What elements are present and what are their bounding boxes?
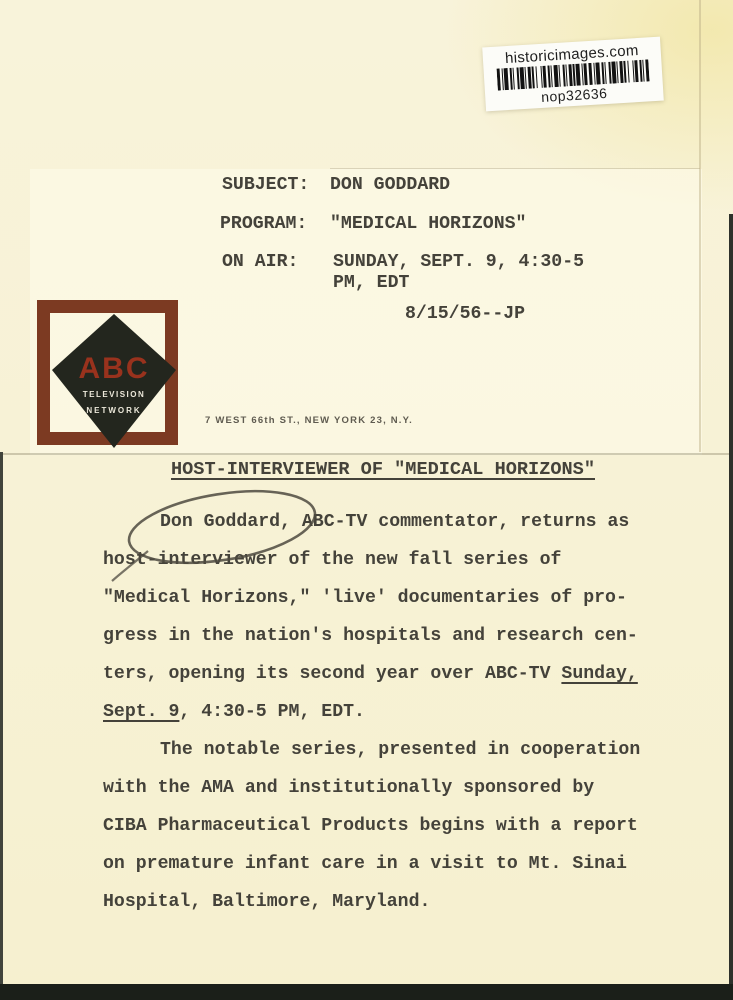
scan-edge-right xyxy=(729,214,733,1000)
sticker-site-label: historicimages.com xyxy=(504,41,640,67)
paper-edge-shadow xyxy=(0,453,733,455)
onair-label: ON AIR: xyxy=(222,252,299,272)
body-line: CIBA Pharmaceutical Products begins with a report xyxy=(103,816,638,836)
program-value: "MEDICAL HORIZONS" xyxy=(330,214,527,234)
body-line: host-interviewer of the new fall series of xyxy=(103,550,562,570)
body-line: with the AMA and institutionally sponsored by xyxy=(103,778,595,798)
body-line: The notable series, presented in cooperation xyxy=(160,740,641,760)
abc-television-network-logo xyxy=(37,300,178,450)
subject-value: DON GODDARD xyxy=(330,175,451,195)
paper-edge-line xyxy=(330,168,700,169)
body-line: on premature infant care in a visit to Mt. Sinai xyxy=(103,854,627,874)
logo-network-text: NETWORK xyxy=(86,406,142,415)
sticker-code-label: nop32636 xyxy=(540,84,608,105)
onair-value-line1: SUNDAY, SEPT. 9, 4:30-5 xyxy=(333,252,585,272)
onair-value-line2: PM, EDT xyxy=(333,273,410,293)
scan-edge-bottom xyxy=(0,984,733,1000)
logo-abc-text: ABC xyxy=(78,352,150,385)
program-label: PROGRAM: xyxy=(220,214,308,234)
network-address: 7 WEST 66th ST., NEW YORK 23, N.Y. xyxy=(205,415,413,426)
headline-row xyxy=(103,459,663,480)
barcode-sticker xyxy=(482,37,664,112)
dateline: 8/15/56--JP xyxy=(405,304,526,324)
logo-television-text: TELEVISION xyxy=(82,390,146,399)
body-line: Hospital, Baltimore, Maryland. xyxy=(103,892,431,912)
subject-label: SUBJECT: xyxy=(222,175,310,195)
body-line: ters, opening its second year over ABC-TV Sunday, xyxy=(103,664,638,684)
paper-crease xyxy=(699,0,701,452)
scan-edge-left xyxy=(0,452,3,1000)
underlined-sept-9: Sept. 9 xyxy=(103,702,180,722)
underlined-sunday: Sunday, xyxy=(561,664,638,684)
body-line: Sept. 9, 4:30-5 PM, EDT. xyxy=(103,702,365,722)
release-body xyxy=(103,503,688,921)
body-line: "Medical Horizons," 'live' documentaries of pro- xyxy=(103,588,627,608)
body-line: gress in the nation's hospitals and research cen- xyxy=(103,626,638,646)
body-line: Don Goddard, ABC-TV commentator, returns as xyxy=(160,512,630,532)
release-headline: HOST-INTERVIEWER OF "MEDICAL HORIZONS" xyxy=(170,459,595,480)
